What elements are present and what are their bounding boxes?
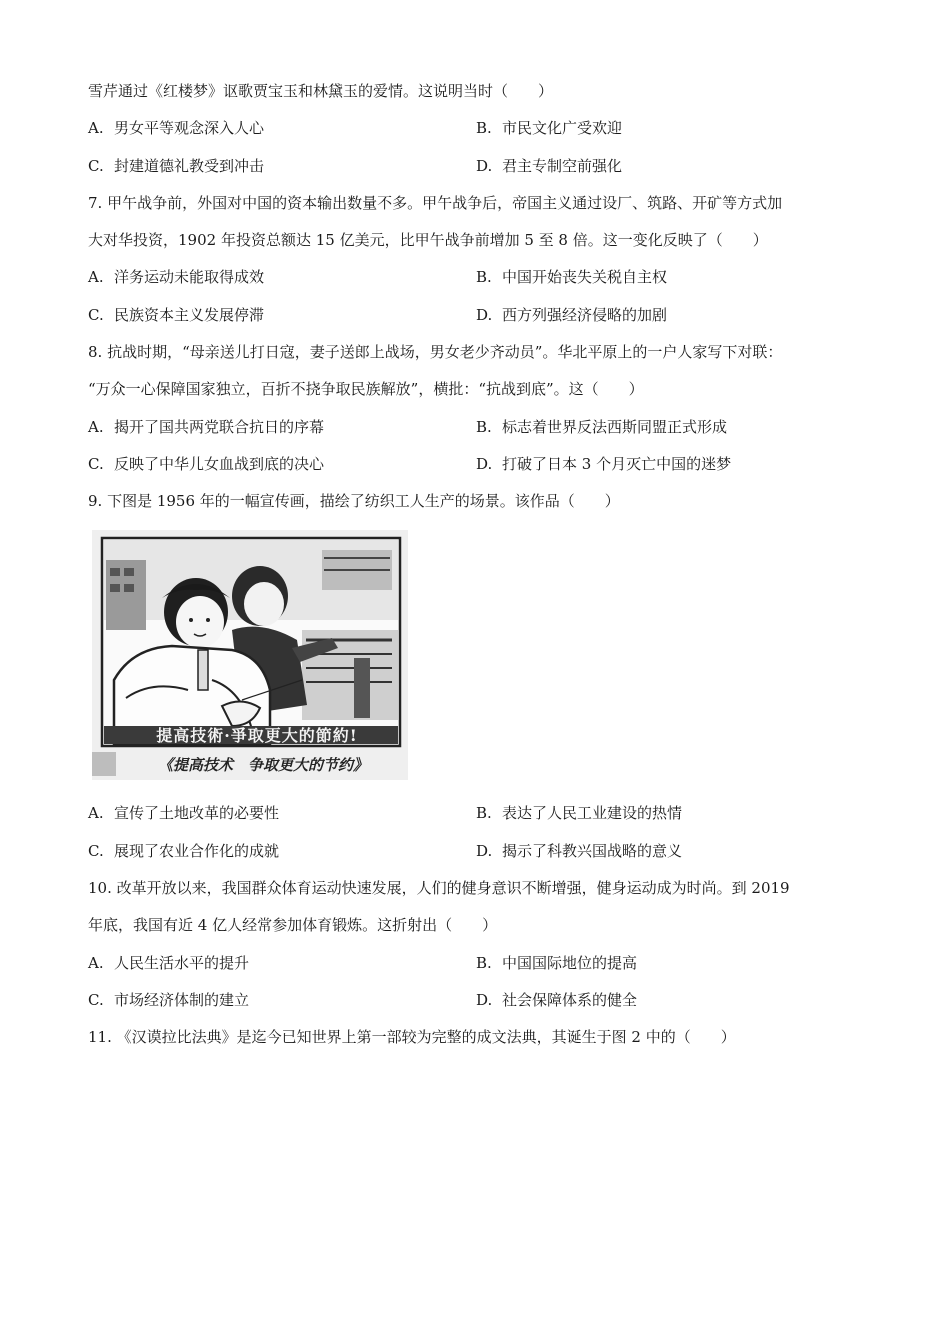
q8-option-b[interactable] [476, 417, 727, 437]
q10-stem-line1: 10. 改革开放以来，我国群众体育运动快速发展，人们的健身意识不断增强，健身运动成为时尚。到 2019 [88, 879, 790, 897]
option-letter: B. [476, 804, 492, 822]
option-text: 人民生活水平的提升 [114, 954, 250, 972]
q10-option-c[interactable] [88, 990, 249, 1010]
q10-option-a[interactable] [88, 953, 249, 973]
option-text: 揭开了国共两党联合抗日的序幕 [114, 418, 325, 436]
q7-stem-line2: 大对华投资，1902 年投资总额达 15 亿美元，比甲午战争前增加 5 至 8 倍。这一变化反映了（ ） [88, 231, 768, 249]
propaganda-poster-image [92, 530, 408, 780]
option-text: 标志着世界反法西斯同盟正式形成 [502, 418, 728, 436]
option-letter: D. [476, 991, 493, 1009]
option-text: 封建道德礼教受到冲击 [114, 157, 265, 175]
option-text: 男女平等观念深入人心 [114, 119, 265, 137]
q6-option-d[interactable] [476, 156, 622, 176]
option-letter: A. [88, 804, 104, 822]
poster-blur-mark [92, 752, 116, 776]
q7-option-d[interactable] [476, 305, 667, 325]
option-text: 中国开始丧失关税自主权 [502, 268, 668, 286]
q7-option-a[interactable] [88, 267, 264, 287]
q8-stem-line1: 8. 抗战时期，“母亲送儿打日寇，妻子送郎上战场，男女老少齐动员”。华北平原上的一户人家写下对联： [88, 343, 783, 361]
option-letter: A. [88, 418, 104, 436]
option-letter: B. [476, 418, 492, 436]
q9-option-d[interactable] [476, 841, 682, 861]
option-letter: D. [476, 157, 493, 175]
option-text: 反映了中华儿女血战到底的决心 [114, 455, 325, 473]
option-text: 打破了日本 3 个月灭亡中国的迷梦 [502, 455, 732, 473]
option-text: 西方列强经济侵略的加剧 [502, 306, 668, 324]
option-text: 社会保障体系的健全 [502, 991, 638, 1009]
option-letter: A. [88, 119, 104, 137]
q10-option-d[interactable] [476, 990, 637, 1010]
option-letter: C. [88, 991, 104, 1009]
poster-slogan: 提高技術·爭取更大的節約! [156, 726, 358, 745]
option-letter: C. [88, 842, 104, 860]
option-letter: B. [476, 954, 492, 972]
q10-stem-line2: 年底，我国有近 4 亿人经常参加体育锻炼。这折射出（ ） [88, 916, 498, 934]
option-text: 民族资本主义发展停滞 [114, 306, 265, 324]
option-text: 宣传了土地改革的必要性 [114, 804, 280, 822]
option-text: 君主专制空前强化 [502, 157, 623, 175]
option-text: 展现了农业合作化的成就 [114, 842, 280, 860]
q9-option-c[interactable] [88, 841, 279, 861]
option-letter: A. [88, 954, 104, 972]
q7-option-c[interactable] [88, 305, 264, 325]
q6-stem-tail: 雪芹通过《红楼梦》讴歌贾宝玉和林黛玉的爱情。这说明当时（ ） [88, 82, 554, 100]
option-text: 中国国际地位的提高 [502, 954, 638, 972]
q8-stem-line2: “万众一心保障国家独立，百折不挠争取民族解放”，横批：“抗战到底”。这（ ） [88, 380, 644, 398]
q9-option-a[interactable] [88, 803, 279, 823]
option-text: 表达了人民工业建设的热情 [502, 804, 683, 822]
q9-stem-line1: 9. 下图是 1956 年的一幅宣传画，描绘了纺织工人生产的场景。该作品（ ） [88, 492, 620, 510]
option-letter: C. [88, 455, 104, 473]
q6-option-c[interactable] [88, 156, 264, 176]
option-letter: C. [88, 306, 104, 324]
q8-option-d[interactable] [476, 454, 731, 474]
option-letter: C. [88, 157, 104, 175]
q6-option-a[interactable] [88, 118, 264, 138]
option-letter: B. [476, 119, 492, 137]
q6-option-b[interactable] [476, 118, 622, 138]
option-text: 揭示了科教兴国战略的意义 [502, 842, 683, 860]
q10-option-b[interactable] [476, 953, 637, 973]
q7-option-b[interactable] [476, 267, 667, 287]
option-text: 市民文化广受欢迎 [502, 119, 623, 137]
q9-option-b[interactable] [476, 803, 682, 823]
option-letter: D. [476, 455, 493, 473]
option-text: 市场经济体制的建立 [114, 991, 250, 1009]
q11-stem-line1: 11. 《汉谟拉比法典》是迄今已知世界上第一部较为完整的成文法典，其诞生于图 2 中的（ ） [88, 1028, 736, 1046]
option-text: 洋务运动未能取得成效 [114, 268, 265, 286]
option-letter: B. [476, 268, 492, 286]
q8-option-a[interactable] [88, 417, 324, 437]
poster-caption: 《提高技术 争取更大的节约》 [157, 756, 368, 774]
option-letter: D. [476, 842, 493, 860]
q8-option-c[interactable] [88, 454, 324, 474]
option-letter: D. [476, 306, 493, 324]
option-letter: A. [88, 268, 104, 286]
q7-stem-line1: 7. 甲午战争前，外国对中国的资本输出数量不多。甲午战争后，帝国主义通过设厂、筑路、开矿等方式加 [88, 194, 783, 212]
